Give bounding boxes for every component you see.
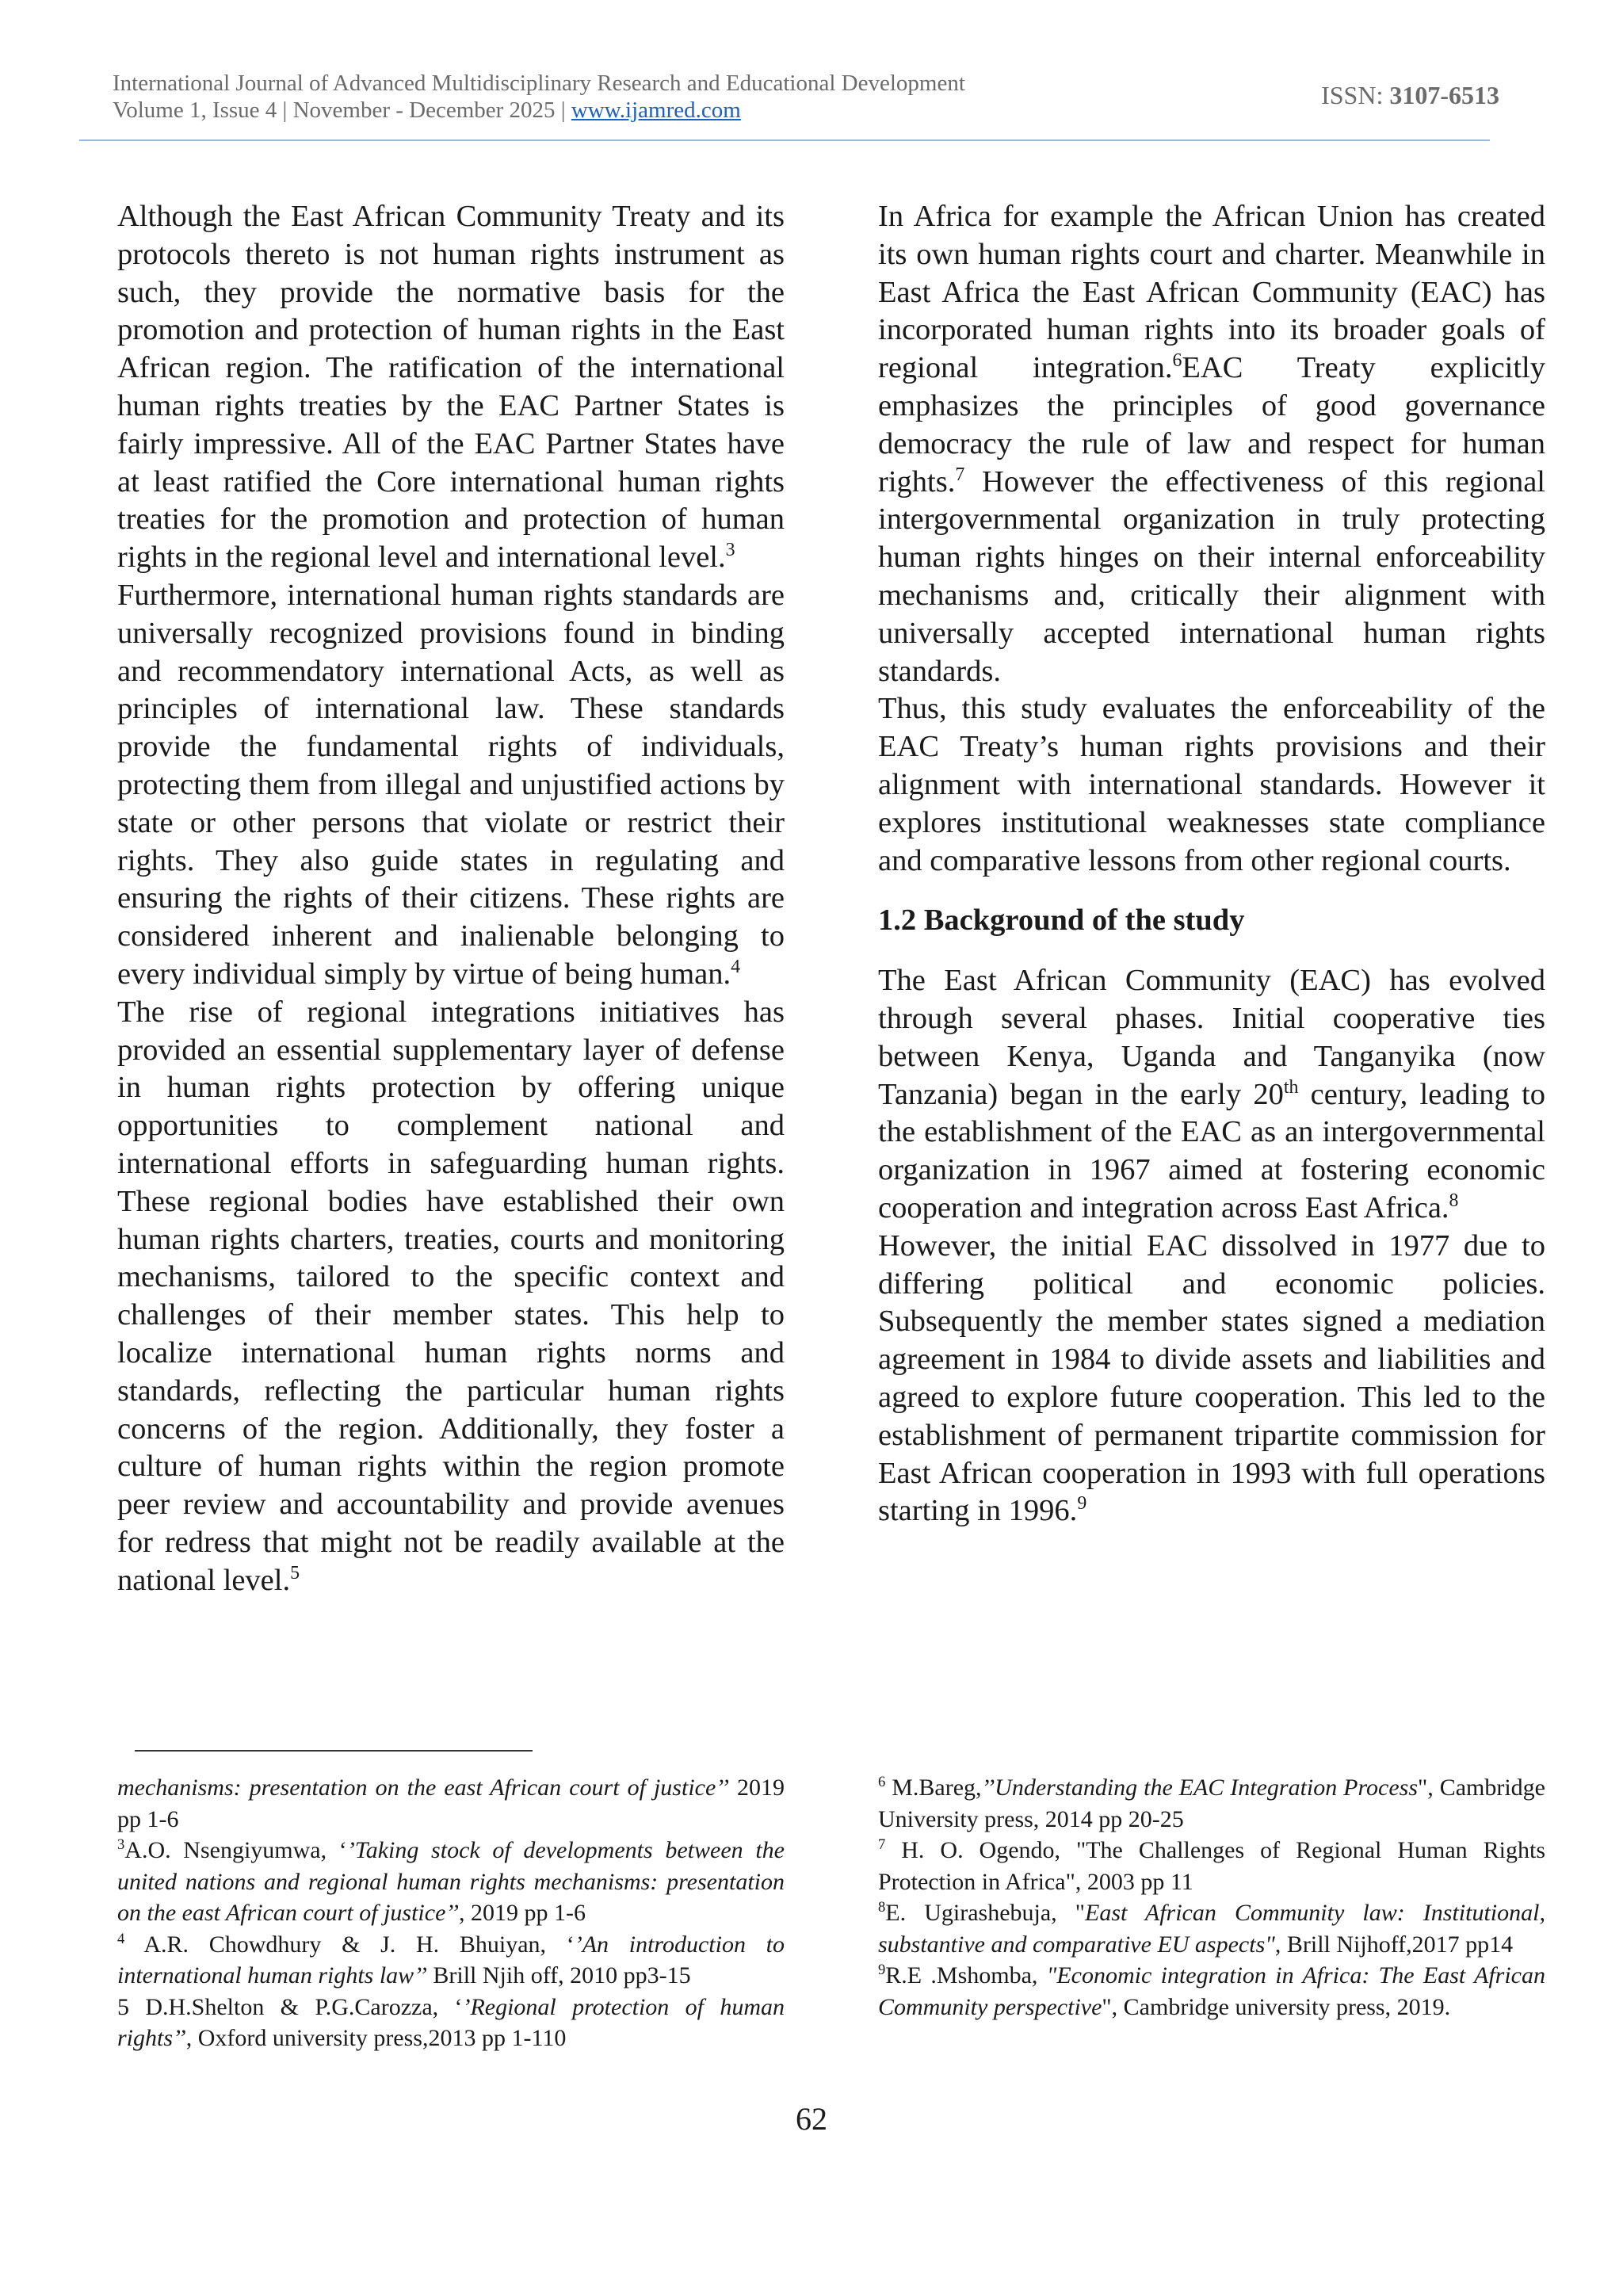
footnote-3: $^3$A.O. Nsengiyumwa, ‘’Taking stock of developments between the united nations and regional human rights mechanisms: presentation on the east African court of justice’’, 2019 pp 1-6 [117,1836,785,1926]
page-number: 62 [796,2101,827,2137]
issn [1321,81,1499,110]
right-paragraph-1: In Africa for example the African Union has created its own human rights court and charter. Meanwhile in East Africa the East African Community (EAC) has incorporated human rights into its broader goals of regional integration.$^6$EAC Treaty explicitly emphasizes the principles of good governance democracy the rule of law and respect for human rights.$^7$ However the effectiveness of this regional intergovernmental organization in truly protecting human rights hinges on their internal enforceability mechanisms and, critically their alignment with universally accepted international human rights standards. [878,200,1545,688]
footnote-ref-4: 4 [731,957,741,978]
footnote-ref-5: 5 [290,1562,300,1584]
issn-value: 3107-6513 [1389,81,1499,109]
footnote-ref-9: 9 [1077,1493,1087,1515]
footnote-ref-3: 3 [725,540,735,561]
footnote-divider [135,1750,533,1752]
footnote-9: $^9$R.E .Mshomba, "Economic integration in Africa: The East African Community perspective", Cambridge university press, 2019. [878,1962,1545,2020]
right-paragraph-2: Thus, this study evaluates the enforceability of the EAC Treaty’s human rights provisions and their alignment with international standards. However it explores institutional weaknesses state compliance and comparative lessons from other regional courts. [878,692,1545,877]
volume-issue-line [113,97,965,124]
footnote-7: $^7$ H. O. Ogendo, "The Challenges of Regional Human Rights Protection in Africa", 2003 pp 11 [878,1836,1545,1895]
left-paragraph-3: The rise of regional integrations initiatives has provided an essential supplementary layer of defense in human rights protection by offering unique opportunities to complement national and international efforts in safeguarding human rights. These regional bodies have established their own human rights charters, treaties, courts and monitoring mechanisms, tailored to the specific context and challenges of their member states. This help to localize international human rights norms and standards, reflecting the particular human rights concerns of the region. Additionally, they foster a culture of human rights within the region promote peer review and accountability and provide avenues for redress that might not be readily available at the national level.$^5$ [117,995,785,1597]
journal-info [113,70,965,124]
footnote-6: $^6$ M.Bareg,’’Understanding the EAC Integration Process", Cambridge University press, 2014 pp 20-25 [878,1774,1545,1832]
footnotes-left [117,1772,785,2054]
right-paragraph-3: The East African Community (EAC) has evolved through several phases. Initial cooperative ties between Kenya, Uganda and Tanganyika (now Tanzania) began in the early 20th century, leading to the establishment of the EAC as an intergovernmental organization in 1967 aimed at fostering economic cooperation and integration across East Africa.$^8$ [878,964,1545,1224]
page-header [113,70,1499,141]
section-heading: 1.2 Background of the study [878,904,1245,938]
left-column [117,198,785,1599]
right-paragraph-4: However, the initial EAC dissolved in 1977 due to differing political and economic policies. Subsequently the member states signed a mediation agreement in 1984 to divide assets and liabilities and agreed to explore future cooperation. This led to the establishment of permanent tripartite commission for East African cooperation in 1993 with full operations starting in 1996.$^9$ [878,1228,1545,1528]
issn-label: ISSN: [1321,81,1390,109]
footnote-ref-6: 6 [1172,350,1182,372]
volume-issue: Volume 1, Issue 4 | November - December 2025 | [113,97,571,123]
left-paragraph-1: Although the East African Community Treaty and its protocols thereto is not human rights instrument as such, they provide the normative basis for the promotion and protection of human rights in the East African region. The ratification of the international human rights treaties by the EAC Partner States is fairly impressive. All of the EAC Partner States have at least ratified the Core international human rights treaties for the promotion and protection of human rights in the regional level and international level.$^3$ [117,200,785,575]
footnote-5: 5 D.H.Shelton & P.G.Carozza, ‘’Regional protection of human rights’’, Oxford university press,2013 pp 1-110 [117,1993,785,2051]
right-column [878,198,1545,1530]
footnote-ref-7: 7 [955,464,965,485]
journal-title: International Journal of Advanced Multidisciplinary Research and Educational Development [113,71,965,96]
footnote-continuation: mechanisms: presentation on the east African court of justice’’ 2019 pp 1-6 [117,1775,785,1832]
header-divider [79,139,1490,141]
left-paragraph-2: Furthermore, international human rights standards are universally recognized provisions found in binding and recommendatory international Acts, as well as principles of international law. These standards provide the fundamental rights of individuals, protecting them from illegal and unjustified actions by state or other persons that violate or restrict their rights. They also guide states in regulating and ensuring the rights of their citizens. These rights are considered inherent and inalienable belonging to every individual simply by virtue of being human.$^4$ [117,578,785,991]
ordinal-suffix: th [1283,1076,1299,1098]
footnotes-right [878,1772,1545,2023]
footnote-4: $^4$ A.R. Chowdhury & J. H. Bhuiyan, ‘’An introduction to international human rights law’’ Brill Njih off, 2010 pp3-15 [117,1930,785,1988]
footnote-8: $^8$E. Ugirashebuja, "East African Community law: Institutional, substantive and comparative EU aspects", Brill Nijhoff,2017 pp14 [878,1899,1545,1958]
journal-website-link[interactable]: www.ijamred.com [571,97,741,123]
footnote-ref-8: 8 [1449,1190,1459,1212]
